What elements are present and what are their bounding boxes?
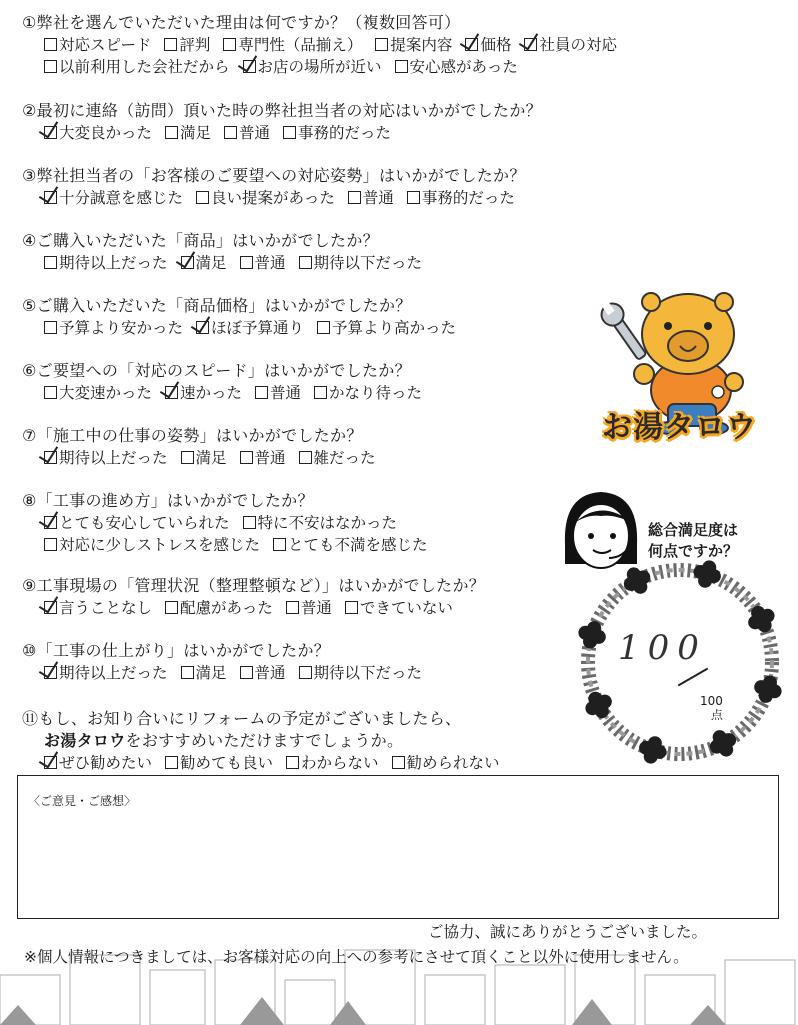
question-10: [22, 640, 622, 684]
option-label: 予算より高かった: [332, 319, 457, 337]
option-checkbox[interactable]: [165, 122, 211, 144]
question-11-brand: お湯タロウ: [44, 731, 126, 750]
question-9-title: ⑨工事現場の「管理状況（整理整頓など）」はいかがでしたか？: [22, 576, 486, 595]
option-checkbox[interactable]: [165, 597, 273, 619]
question-4: [22, 230, 622, 274]
empty-box-icon: [240, 256, 253, 269]
score-max: [700, 694, 723, 722]
option-label: かなり待った: [329, 384, 423, 402]
question-2-options: [22, 122, 622, 144]
option-checkbox[interactable]: [44, 597, 152, 619]
empty-box-icon: [243, 516, 256, 529]
option-label: 価格: [480, 36, 512, 54]
empty-box-icon: [299, 451, 312, 464]
empty-box-icon: [44, 256, 57, 269]
empty-box-icon: [181, 451, 194, 464]
checked-box-icon: [44, 756, 57, 769]
option-label: 期待以上だった: [59, 449, 168, 467]
question-5-options: [22, 317, 622, 339]
option-label: 予算より安かった: [59, 319, 184, 337]
question-10-options: [22, 662, 622, 684]
option-label: わからない: [301, 754, 379, 772]
empty-box-icon: [255, 386, 268, 399]
option-label: ぜひ勧めたい: [59, 754, 153, 772]
option-checkbox[interactable]: [273, 534, 428, 556]
option-label: 専門性（品揃え）: [238, 36, 363, 54]
question-11-title: ⑪もし、お知り合いにリフォームの予定がございましたら、: [22, 709, 462, 728]
privacy-notice: ※個人情報につきましては、お客様対応の向上への参考にさせて頂くこと以外に使用しません。: [24, 948, 689, 966]
satisfaction-question-line2: 何点ですか？: [648, 542, 739, 560]
option-label: できていない: [359, 599, 453, 617]
option-label: 期待以上だった: [59, 254, 168, 272]
option-checkbox[interactable]: [223, 34, 362, 56]
empty-box-icon: [392, 756, 405, 769]
option-checkbox[interactable]: [44, 382, 152, 404]
option-checkbox[interactable]: [44, 447, 168, 469]
option-checkbox[interactable]: [181, 447, 227, 469]
option-checkbox[interactable]: [407, 187, 515, 209]
empty-box-icon: [317, 321, 330, 334]
empty-box-icon: [273, 538, 286, 551]
flower-petal: [722, 733, 736, 747]
question-3-options: [22, 187, 622, 209]
question-4-title: ④ご購入いただいた「商品」はいかがでしたか？: [22, 231, 379, 250]
option-checkbox[interactable]: [286, 597, 332, 619]
empty-box-icon: [240, 451, 253, 464]
question-9: [22, 575, 622, 619]
option-label: 普通: [254, 254, 286, 272]
option-checkbox[interactable]: [44, 122, 152, 144]
question-4-options: [22, 252, 622, 274]
empty-box-icon: [240, 666, 253, 679]
option-checkbox[interactable]: [44, 752, 152, 774]
option-label: 提案内容: [390, 36, 453, 54]
option-label: 配慮があった: [180, 599, 273, 617]
empty-box-icon: [314, 386, 327, 399]
option-checkbox[interactable]: [395, 56, 518, 78]
empty-box-icon: [181, 666, 194, 679]
comment-label: 〈ご意見・ご感想〉: [28, 794, 137, 808]
question-11-options: [22, 752, 622, 774]
question-1-title: ①弊社を選んでいただいた理由は何ですか？（複数回答可）: [22, 13, 461, 32]
checked-box-icon: [243, 60, 256, 73]
empty-box-icon: [165, 756, 178, 769]
empty-box-icon: [299, 256, 312, 269]
question-9-options: [22, 597, 622, 619]
question-6-title: ⑥ご要望への「対応のスピード」はいかがでしたか？: [22, 361, 411, 380]
option-label: とても不満を感じた: [288, 536, 428, 554]
option-checkbox[interactable]: [44, 56, 230, 78]
empty-box-icon: [164, 38, 177, 51]
option-label: ほぼ予算通り: [211, 319, 305, 337]
option-checkbox[interactable]: [317, 317, 456, 339]
option-label: 満足: [195, 254, 227, 272]
question-7-title: ⑦「施工中の仕事の姿勢」はいかがでしたか？: [22, 426, 363, 445]
question-11-rest: をおすすめいただけますでしょうか。: [125, 731, 404, 750]
question-10-title: ⑩「工事の仕上がり」はいかがでしたか？: [22, 641, 331, 660]
empty-box-icon: [44, 386, 57, 399]
question-2: [22, 100, 622, 144]
checked-box-icon: [44, 666, 57, 679]
option-checkbox[interactable]: [283, 122, 391, 144]
option-checkbox[interactable]: [240, 252, 286, 274]
flower-petal: [751, 606, 765, 620]
flower-petal: [763, 676, 777, 690]
question-6-options: [22, 382, 622, 404]
option-label: 勧めても良い: [180, 754, 274, 772]
question-8-options: [22, 512, 622, 534]
score-max-value: 100: [700, 694, 723, 708]
option-checkbox[interactable]: [44, 662, 168, 684]
option-checkbox[interactable]: [524, 34, 617, 56]
checked-box-icon: [44, 601, 57, 614]
empty-box-icon: [286, 601, 299, 614]
option-label: 特に不安はなかった: [257, 514, 398, 532]
option-label: 普通: [239, 124, 271, 142]
option-checkbox[interactable]: [164, 34, 210, 56]
option-label: 普通: [270, 384, 302, 402]
brand-logo: お湯タロウ: [602, 410, 757, 445]
thanks-text: ご協力、誠にありがとうございました。: [428, 923, 708, 941]
option-checkbox[interactable]: [196, 187, 335, 209]
option-checkbox[interactable]: [345, 597, 453, 619]
option-label: 社員の対応: [539, 36, 617, 54]
option-label: 期待以下だった: [313, 254, 423, 272]
checked-box-icon: [44, 516, 57, 529]
empty-box-icon: [224, 126, 237, 139]
question-8-title: ⑧「工事の進め方」はいかがでしたか？: [22, 491, 314, 510]
question-3: [22, 165, 622, 209]
option-checkbox[interactable]: [44, 34, 151, 56]
empty-box-icon: [345, 601, 358, 614]
option-label: 満足: [180, 124, 212, 142]
option-checkbox[interactable]: [375, 34, 452, 56]
empty-box-icon: [196, 191, 209, 204]
option-checkbox[interactable]: [44, 187, 183, 209]
option-label: 雑だった: [313, 449, 376, 467]
option-checkbox[interactable]: [465, 34, 511, 56]
empty-box-icon: [44, 538, 57, 551]
option-label: お店の場所が近い: [257, 58, 382, 76]
option-label: 普通: [362, 189, 394, 207]
empty-box-icon: [348, 191, 361, 204]
empty-box-icon: [44, 38, 57, 51]
checked-box-icon: [44, 191, 57, 204]
question-5-title: ⑤ご購入いただいた「商品価格」はいかがでしたか？: [22, 296, 412, 315]
checked-box-icon: [44, 451, 57, 464]
question-1-options: [22, 34, 622, 56]
flower-petal: [694, 565, 708, 579]
option-label: 対応に少しストレスを感じた: [59, 536, 261, 554]
checked-box-icon: [181, 256, 194, 269]
option-checkbox[interactable]: [299, 252, 423, 274]
question-8: [22, 490, 622, 556]
option-label: とても安心していられた: [59, 514, 230, 532]
option-checkbox[interactable]: [299, 662, 423, 684]
empty-box-icon: [375, 38, 388, 51]
empty-box-icon: [165, 601, 178, 614]
comment-box[interactable]: [17, 775, 779, 919]
question-7-options: [22, 447, 622, 469]
option-checkbox[interactable]: [392, 752, 500, 774]
question-1: [22, 12, 622, 78]
option-checkbox[interactable]: [314, 382, 422, 404]
option-label: 事務的だった: [298, 124, 392, 142]
satisfaction-score: 100: [618, 628, 707, 668]
option-label: 期待以上だった: [59, 664, 168, 682]
question-6: [22, 360, 622, 404]
option-label: 期待以下だった: [313, 664, 423, 682]
checked-box-icon: [196, 321, 209, 334]
option-label: 普通: [300, 599, 332, 617]
option-checkbox[interactable]: [196, 317, 304, 339]
option-label: 安心感があった: [409, 58, 518, 76]
empty-box-icon: [44, 60, 57, 73]
flower-petal: [624, 577, 638, 591]
empty-box-icon: [407, 191, 420, 204]
satisfaction-question-line1: 総合満足度は: [648, 521, 739, 539]
checked-box-icon: [524, 38, 537, 51]
empty-box-icon: [299, 666, 312, 679]
option-checkbox[interactable]: [44, 317, 183, 339]
question-11-subtitle: [22, 730, 622, 752]
empty-box-icon: [286, 756, 299, 769]
option-label: 勧められない: [406, 754, 500, 772]
option-label: 言うことなし: [59, 599, 153, 617]
question-3-title: ③弊社担当者の「お客様のご要望への対応姿勢」はいかがでしたか？: [22, 166, 526, 185]
empty-box-icon: [283, 126, 296, 139]
option-label: 良い提案があった: [211, 189, 335, 207]
empty-box-icon: [223, 38, 236, 51]
question-11: [22, 708, 622, 774]
option-checkbox[interactable]: [181, 252, 227, 274]
question-7: [22, 425, 622, 469]
option-label: 事務的だった: [421, 189, 515, 207]
option-checkbox[interactable]: [181, 662, 227, 684]
option-checkbox[interactable]: [240, 447, 286, 469]
checked-box-icon: [465, 38, 478, 51]
question-1-options: [22, 56, 622, 78]
option-checkbox[interactable]: [243, 56, 382, 78]
option-checkbox[interactable]: [286, 752, 379, 774]
option-label: 普通: [254, 664, 286, 682]
flower-petal: [583, 634, 597, 648]
option-checkbox[interactable]: [348, 187, 394, 209]
question-5: [22, 295, 622, 339]
option-checkbox[interactable]: [165, 382, 242, 404]
option-checkbox[interactable]: [255, 382, 301, 404]
option-label: 大変良かった: [59, 124, 153, 142]
score-unit: 点: [710, 708, 723, 722]
option-label: 普通: [254, 449, 286, 467]
option-checkbox[interactable]: [299, 447, 376, 469]
option-checkbox[interactable]: [44, 534, 260, 556]
flower-petal: [595, 704, 609, 718]
option-label: 満足: [195, 664, 227, 682]
question-2-title: ②最初に連絡（訪問）頂いた時の弊社担当者の対応はいかがでしたか？: [22, 101, 542, 120]
option-label: 以前利用した会社だから: [59, 58, 230, 76]
flower-petal: [652, 745, 666, 759]
option-checkbox[interactable]: [44, 252, 168, 274]
checked-box-icon: [44, 126, 57, 139]
option-checkbox[interactable]: [224, 122, 270, 144]
empty-box-icon: [165, 126, 178, 139]
option-label: 速かった: [180, 384, 243, 402]
option-label: 評判: [179, 36, 211, 54]
empty-box-icon: [395, 60, 408, 73]
option-checkbox[interactable]: [165, 752, 273, 774]
option-label: 大変速かった: [59, 384, 153, 402]
option-label: 対応スピード: [59, 36, 152, 54]
option-label: 満足: [195, 449, 227, 467]
option-label: 十分誠意を感じた: [59, 189, 184, 207]
option-checkbox[interactable]: [44, 512, 230, 534]
checked-box-icon: [165, 386, 178, 399]
question-8-options: [22, 534, 622, 556]
option-checkbox[interactable]: [243, 512, 398, 534]
empty-box-icon: [44, 321, 57, 334]
option-checkbox[interactable]: [240, 662, 286, 684]
